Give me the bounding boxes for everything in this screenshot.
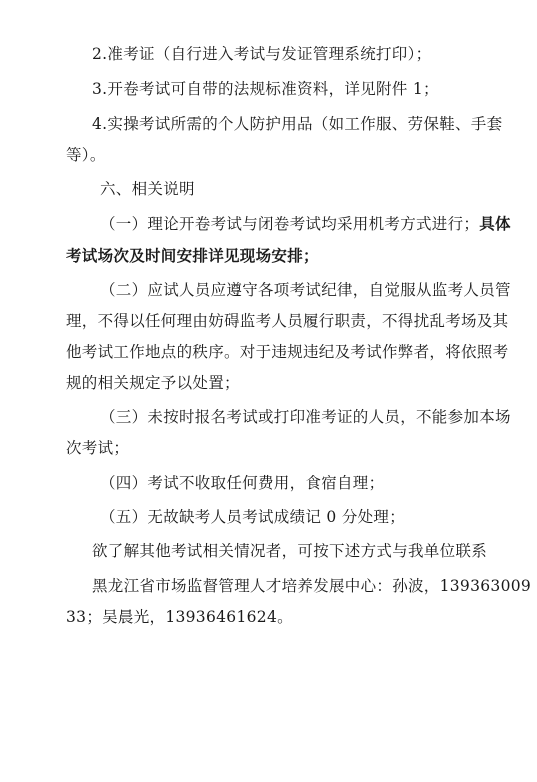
note-1-normal-text: （一）理论开卷考试与闭卷考试均采用机考方式进行；	[100, 215, 480, 233]
item-4-protective-equipment-line1: 4.实操考试所需的个人防护用品（如工作服、劳保鞋、手套	[92, 115, 503, 133]
note-3-line1: （三）未按时报名考试或打印准考证的人员，不能参加本场	[100, 408, 511, 426]
contact-details-line2: 33；吴晨光，13936461624。	[66, 608, 293, 626]
note-1-line1	[100, 214, 530, 234]
note-3-line2: 次考试；	[66, 439, 130, 457]
item-3-open-book-materials: 3.开卷考试可自带的法规标准资料，详见附件 1；	[92, 80, 439, 98]
contact-details-line1: 黑龙江省市场监督管理人才培养发展中心：孙波，139363009	[92, 577, 532, 595]
note-4: （四）考试不收取任何费用，食宿自理；	[100, 474, 385, 492]
item-4-protective-equipment-line2: 等）。	[66, 146, 106, 164]
note-1-line2-bold: 考试场次及时间安排详见现场安排；	[66, 247, 319, 265]
note-2-line3: 他考试工作地点的秩序。对于违规违纪及考试作弊者，将依照考	[66, 343, 509, 361]
note-2-line4: 规的相关规定予以处置；	[66, 374, 240, 392]
contact-intro: 欲了解其他考试相关情况者，可按下述方式与我单位联系	[92, 542, 488, 560]
note-1-bold-text-start: 具体	[479, 215, 511, 233]
section-6-title: 六、相关说明	[100, 180, 195, 198]
note-5: （五）无故缺考人员考试成绩记 0 分处理；	[100, 508, 406, 526]
note-2-line2: 理，不得以任何理由妨碍监考人员履行职责，不得扰乱考场及其	[66, 312, 509, 330]
item-2-admission-ticket: 2.准考证（自行进入考试与发证管理系统打印）；	[92, 45, 432, 63]
note-2-line1: （二）应试人员应遵守各项考试纪律，自觉服从监考人员管	[100, 281, 511, 299]
